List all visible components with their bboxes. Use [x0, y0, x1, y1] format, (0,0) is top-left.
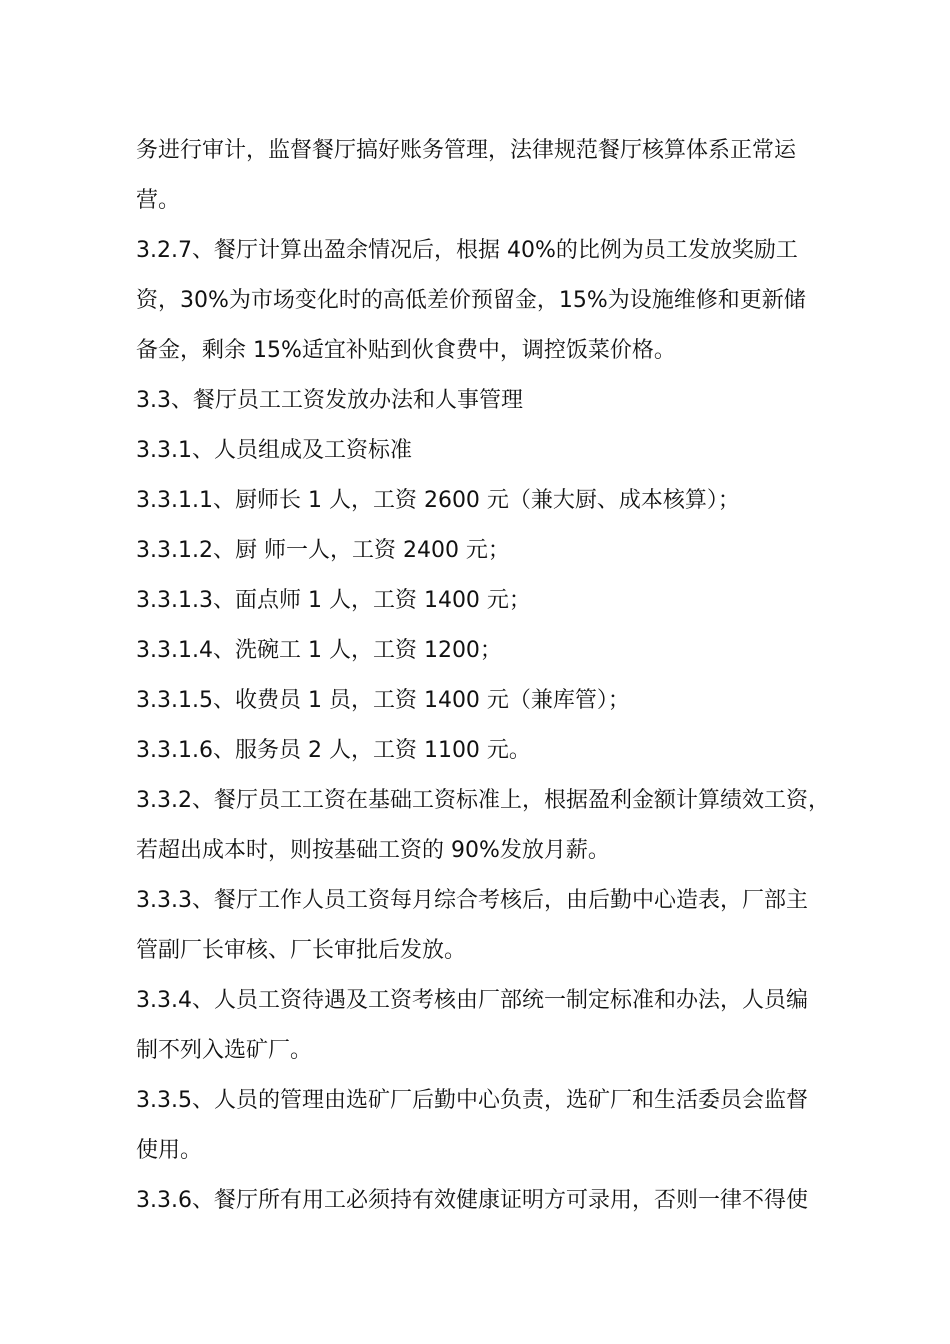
section-3-3-4-line: 3.3.4、人员工资待遇及工资考核由厂部统一制定标准和办法，人员编: [136, 988, 808, 1013]
staff-item-3-3-1-3: 3.3.1.3、面点师 1 人，工资 1400 元；: [136, 588, 531, 613]
section-3-3-1-heading: 3.3.1、人员组成及工资标准: [136, 438, 412, 463]
staff-item-3-3-1-5: 3.3.1.5、收费员 1 员，工资 1400 元（兼库管）；: [136, 688, 630, 713]
section-3-3-6-line: 3.3.6、餐厅所有用工必须持有效健康证明方可录用，否则一律不得使: [136, 1188, 808, 1213]
text-line: 若超出成本时，则按基础工资的 90%发放月薪。: [136, 838, 610, 863]
section-3-3-2-line: 3.3.2、餐厅员工工资在基础工资标准上，根据盈利金额计算绩效工资，: [136, 788, 830, 813]
text-line: 制不列入选矿厂。: [136, 1038, 313, 1063]
text-line: 务进行审计，监督餐厅搞好账务管理，法律规范餐厅核算体系正常运: [136, 138, 797, 163]
section-3-3-5-line: 3.3.5、人员的管理由选矿厂后勤中心负责，选矿厂和生活委员会监督: [136, 1088, 808, 1113]
document-body: [136, 126, 836, 1226]
staff-item-3-3-1-2: 3.3.1.2、厨 师一人，工资 2400 元；: [136, 538, 510, 563]
text-line: 使用。: [136, 1138, 203, 1163]
staff-item-3-3-1-6: 3.3.1.6、服务员 2 人，工资 1100 元。: [136, 738, 531, 763]
staff-item-3-3-1-1: 3.3.1.1、厨师长 1 人，工资 2600 元（兼大厨、成本核算）；: [136, 488, 740, 513]
section-3-2-7-line: 3.2.7、餐厅计算出盈余情况后，根据 40%的比例为员工发放奖励工: [136, 238, 798, 263]
staff-item-3-3-1-4: 3.3.1.4、洗碗工 1 人，工资 1200；: [136, 638, 502, 663]
section-3-3-heading: 3.3、餐厅员工工资发放办法和人事管理: [136, 388, 523, 413]
text-line: 营。: [136, 188, 181, 213]
text-line: 备金，剩余 15%适宜补贴到伙食费中，调控饭菜价格。: [136, 338, 676, 363]
section-3-3-3-line: 3.3.3、餐厅工作人员工资每月综合考核后，由后勤中心造表，厂部主: [136, 888, 808, 913]
text-line: 管副厂长审核、厂长审批后发放。: [136, 938, 467, 963]
text-line: 资，30%为市场变化时的高低差价预留金，15%为设施维修和更新储: [136, 288, 806, 313]
